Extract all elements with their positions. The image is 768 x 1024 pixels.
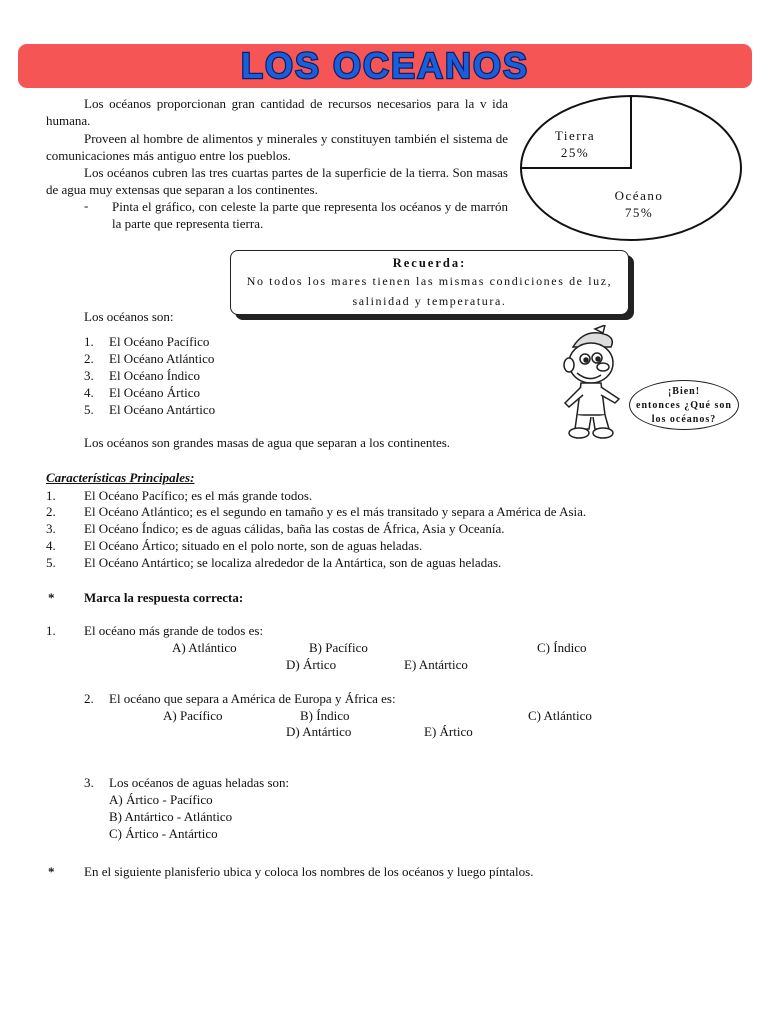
pie-label-oceano-name: Océano bbox=[614, 188, 664, 203]
list-item: El Océano Antártico bbox=[109, 402, 216, 417]
pie-instruction: Pinta el gráfico, con celeste la parte que representa los océanos y de marrón la parte que representa tierra. bbox=[112, 199, 508, 231]
bullet-dash: - bbox=[84, 198, 89, 213]
question-3-text: Los océanos de aguas heladas son: bbox=[109, 775, 290, 790]
list-item: El Océano Atlántico bbox=[109, 351, 215, 366]
list-item-number: 2. bbox=[46, 504, 56, 519]
list-item-number: 1. bbox=[84, 334, 94, 349]
recuerda-box bbox=[230, 250, 629, 315]
list-item-number: 4. bbox=[84, 385, 94, 400]
pie-label-tierra-value: 25% bbox=[560, 145, 590, 160]
list-item: El Océano Pacífico bbox=[109, 334, 210, 349]
recuerda-title: Recuerda: bbox=[392, 256, 467, 270]
answer-option[interactable]: E) Ártico bbox=[424, 724, 473, 739]
question-3-number: 3. bbox=[84, 775, 94, 790]
answer-option[interactable]: D) Ártico bbox=[286, 657, 337, 672]
pie-chart bbox=[520, 95, 742, 245]
question-1-number: 1. bbox=[46, 623, 56, 638]
list-item-number: 3. bbox=[46, 521, 56, 536]
recuerda-line-2: salinidad y temperatura. bbox=[352, 294, 507, 308]
list-item: El Océano Atlántico; es el segundo en tamaño y es el más transitado y separa a América de Asia. bbox=[84, 504, 587, 519]
speech-bubble bbox=[629, 380, 739, 430]
answer-option[interactable]: B) Pacífico bbox=[309, 640, 368, 655]
svg-text:LOS OCEANOS: LOS OCEANOS bbox=[240, 45, 530, 86]
caracteristicas-heading: Características Principales: bbox=[46, 470, 195, 485]
oceanos-summary: Los océanos son grandes masas de agua que separan a los continentes. bbox=[84, 435, 451, 450]
pie-label-oceano bbox=[594, 187, 684, 221]
final-star: * bbox=[48, 864, 55, 879]
answer-option[interactable]: A) Atlántico bbox=[172, 640, 237, 655]
title-banner bbox=[18, 44, 752, 88]
list-item-number: 4. bbox=[46, 538, 56, 553]
list-item-number: 3. bbox=[84, 368, 94, 383]
recuerda-line-1: No todos los mares tienen las mismas condiciones de luz, bbox=[246, 274, 613, 288]
speech-bubble-line-3: los océanos? bbox=[651, 414, 717, 425]
list-item-number: 5. bbox=[84, 402, 94, 417]
list-item-number: 1. bbox=[46, 488, 56, 503]
list-item: El Océano Pacífico; es el más grande todos. bbox=[84, 488, 313, 503]
answer-option[interactable]: C) Índico bbox=[537, 640, 587, 655]
question-1-text: El océano más grande de todos es: bbox=[84, 623, 264, 638]
list-item: El Océano Índico; es de aguas cálidas, baña las costas de África, Asia y Oceanía. bbox=[84, 521, 505, 536]
list-item: El Océano Ártico bbox=[109, 385, 200, 400]
page-title bbox=[18, 44, 752, 88]
list-item-number: 2. bbox=[84, 351, 94, 366]
final-instruction: En el siguiente planisferio ubica y coloca los nombres de los océanos y luego píntalos. bbox=[84, 864, 534, 879]
speech-bubble-line-2: entonces ¿Qué son bbox=[636, 400, 732, 411]
answer-option[interactable]: B) Antártico - Atlántico bbox=[109, 809, 233, 824]
answer-option[interactable]: C) Atlántico bbox=[528, 708, 592, 723]
answer-option[interactable]: C) Ártico - Antártico bbox=[109, 826, 218, 841]
list-item: El Océano Índico bbox=[109, 368, 200, 383]
list-item: El Océano Ártico; situado en el polo norte, son de aguas heladas. bbox=[84, 538, 423, 553]
question-2-text: El océano que separa a América de Europa y África es: bbox=[109, 691, 396, 706]
intro-paragraph-1: Los océanos proporcionan gran cantidad de recursos necesarios para la v ida humana. bbox=[46, 96, 508, 128]
pie-label-oceano-value: 75% bbox=[624, 205, 654, 220]
answer-option[interactable]: E) Antártico bbox=[404, 657, 468, 672]
oceanos-son-heading: Los océanos son: bbox=[84, 309, 174, 324]
question-2-number: 2. bbox=[84, 691, 94, 706]
pie-label-tierra bbox=[540, 127, 610, 161]
speech-bubble-line-1: ¡Bien! bbox=[667, 386, 701, 397]
exercise-star: * bbox=[48, 590, 55, 605]
intro-paragraph-3: Los océanos cubren las tres cuartas partes de la superficie de la tierra. Son masas de agua muy extensas que separan a los continentes. bbox=[46, 165, 508, 197]
list-item-number: 5. bbox=[46, 555, 56, 570]
answer-option[interactable]: D) Antártico bbox=[286, 724, 352, 739]
list-item: El Océano Antártico; se localiza alrededor de la Antártica, son de aguas heladas. bbox=[84, 555, 502, 570]
answer-option[interactable]: A) Ártico - Pacífico bbox=[109, 792, 213, 807]
answer-option[interactable]: A) Pacífico bbox=[163, 708, 223, 723]
answer-option[interactable]: B) Índico bbox=[300, 708, 350, 723]
exercise-instruction: Marca la respuesta correcta: bbox=[84, 590, 244, 605]
pie-label-tierra-name: Tierra bbox=[554, 128, 596, 143]
cartoon-boy-illustration bbox=[555, 325, 635, 443]
intro-paragraph-2: Proveen al hombre de alimentos y minerales y constituyen también el sistema de comunicaciones más antiguo entre los pueblos. bbox=[46, 131, 508, 163]
